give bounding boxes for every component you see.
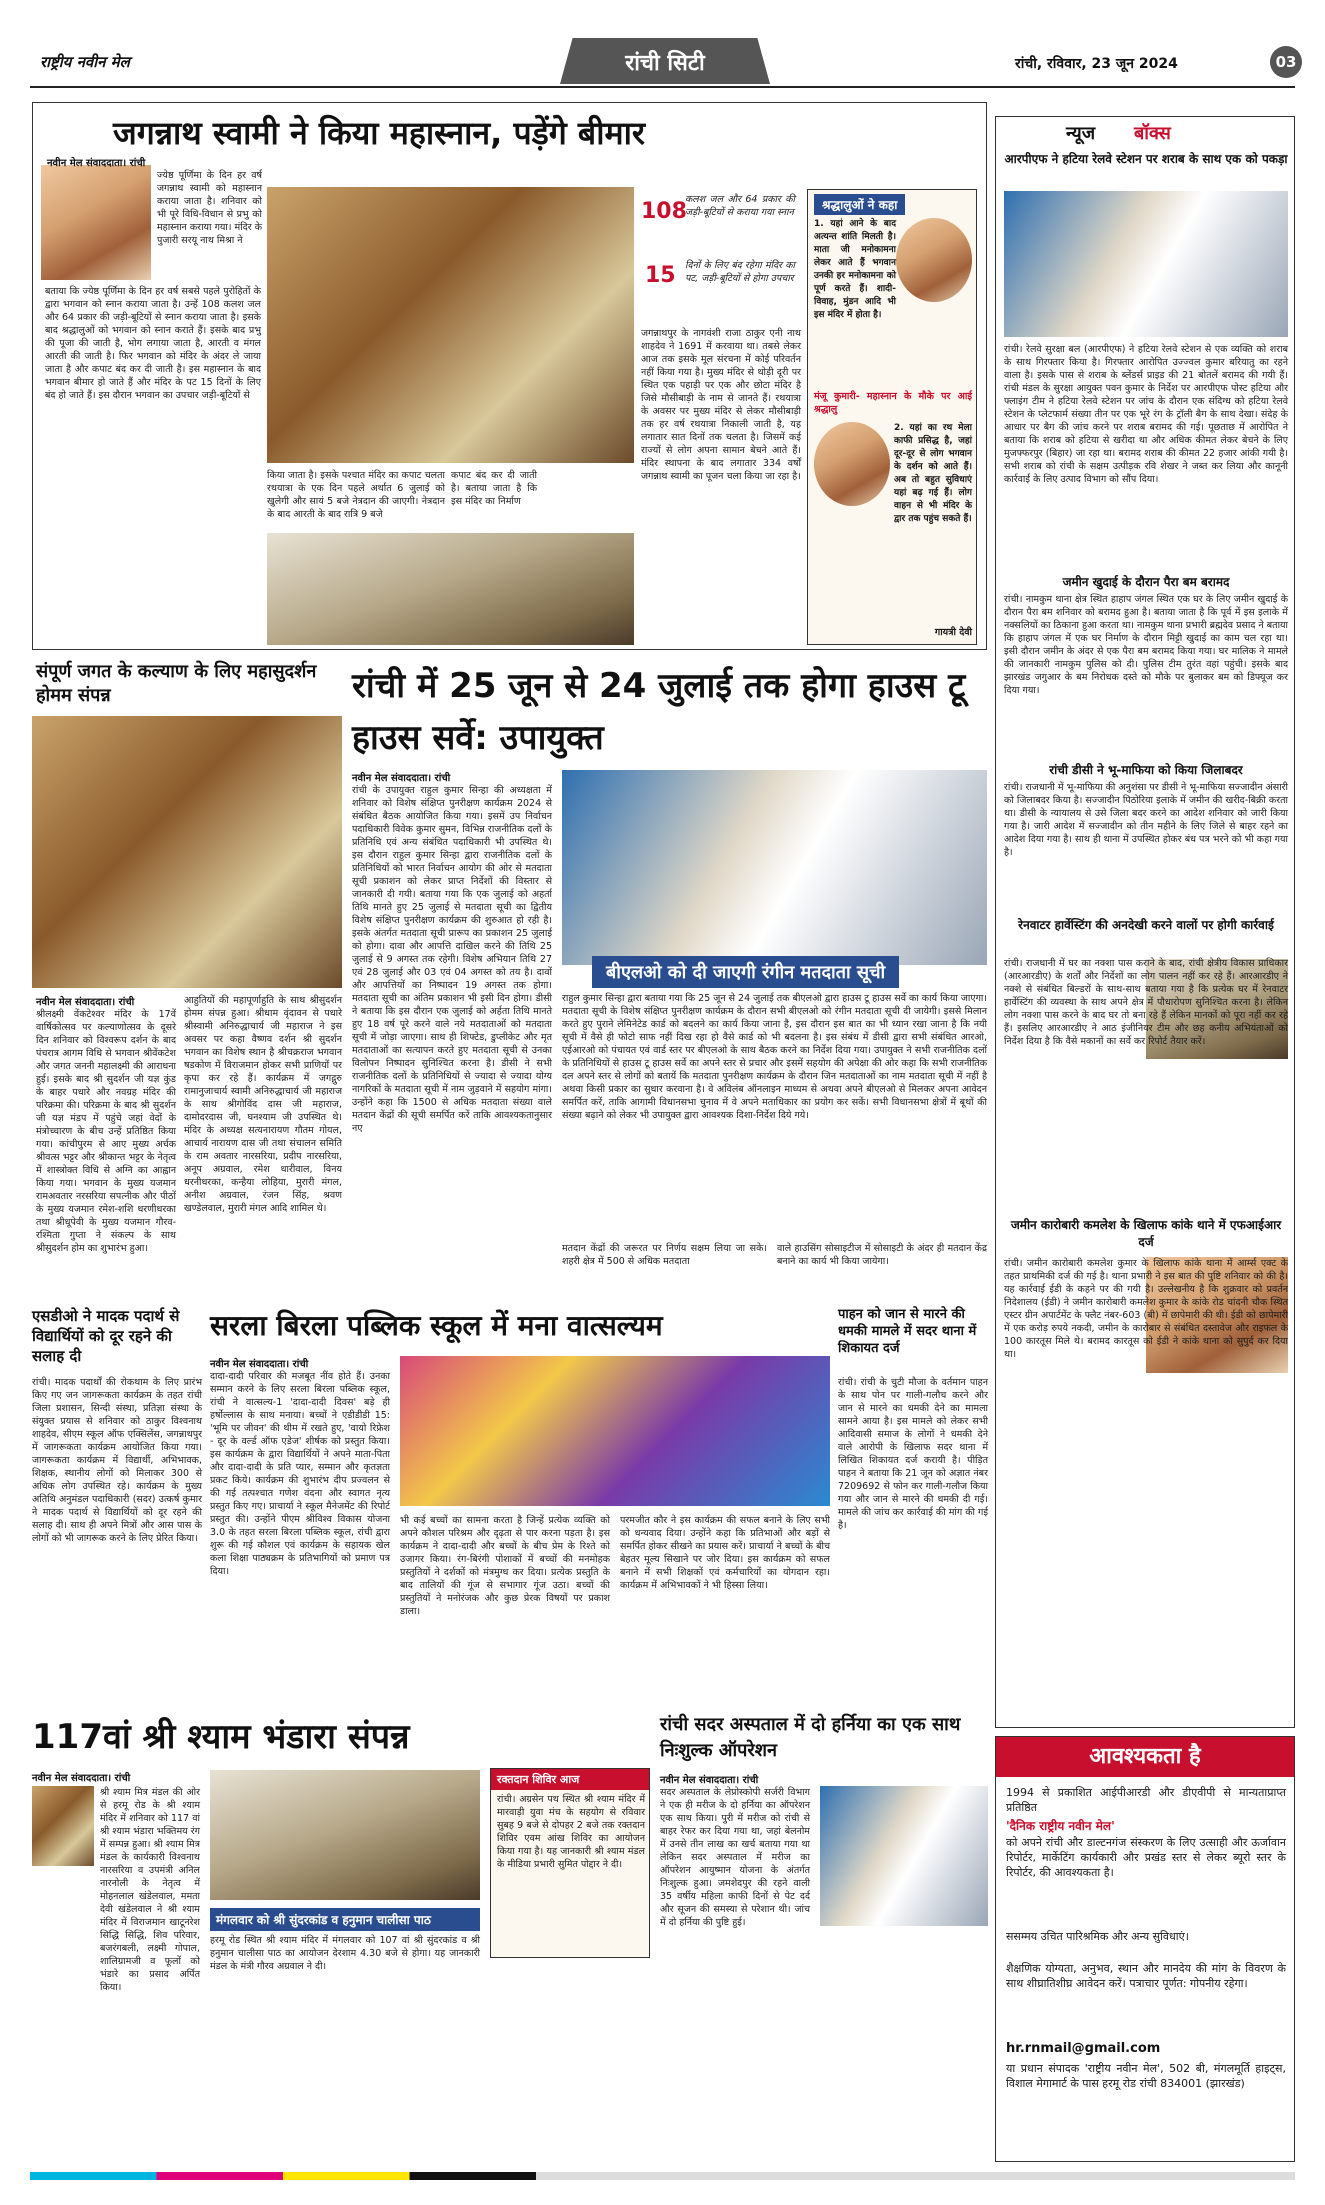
- ad-title: आवश्यकता है: [996, 1737, 1294, 1777]
- newsbox-title-2: बॉक्स: [1134, 123, 1171, 144]
- byline: नवीन मेल संवाददाता। रांची: [210, 1359, 309, 1370]
- ad-email[interactable]: hr.rnmail@gmail.com: [1006, 2041, 1161, 2056]
- text: रांची। मादक पदार्थों की रोकथाम के लिए प्रारंभ किए गए जन जागरूकता कार्यक्रम के तहत रांची जिला प्रशासन, सिन्दी संस्था, प्रतिज्ञा संस्था के संयुक्त प्रयास से शनिवार को ठाकुर विश्वनाथ शाहदेव, सीएम स्कूल ऑफ एक्सिलेंस, जगन्नाथपुर में जागरूकता कार्यक्रम आयोजित किया गया। जागरूकता कार्यक्रम में विद्यार्थी, अभिभावक, शिक्षक, स्थानीय लोगों को मिलाकर 300 से अधिक लोग उपस्थित रहे। कार्यक्रम के मुख्य अतिथि अनुमंडल पदाधिकारी (सदर) उत्कर्ष कुमार ने मादक पदार्थ से विद्यार्थियों को दूर रहने की सलाह दी। साथ ही अपने मित्रों और आस पास के लोगों को भी जागरूक करने के लिए प्रेरित किया।: [32, 1377, 202, 1544]
- footer-strip: [30, 2172, 1295, 2180]
- t4: रांची। राजधानी में घर का नक्शा पास कराने के बाद, रांची क्षेत्रीय विकास प्राधिकार (आरआरडीए) के शर्तों और निर्देशों का लोग पालन नहीं कर रहे हैं। आरआरडीए ने नक्शे से संबंधित बिल्डरों के साथ-साथ बताया गया है कि प्रत्येक घर में रेनवाटर हार्वेस्टिंग की व्यवस्था के साथ अपने क्षेत्र में पौधारोपण सुनिश्चित करना है। लेकिन लोग नक्शा पास करने के बाद घर तो बना रहे हैं लेकिन मानकों को पूरा नहीं कर रहे हैं। इसलिए आरआरडीए ने आठ इंजीनियर टीम और छह कनीय अभियंताओं को निर्देश दिया है कि वैसे मकानों का सर्वे कर रिपोर्ट तैयार करें।: [1004, 958, 1288, 1047]
- photo-bhandara: [210, 1770, 480, 1900]
- col-2: भी कई बच्चों का सामना करता है जिन्हें प्रत्येक व्यक्ति को अपने कौशल परिश्रम और दृढ़ता से पार करना पड़ता है। इस कार्यक्रम ने दादा-दादी और बच्चों के बीच प्रेम के रिश्ते को उजागर किया। रंग-बिरंगी पोशाकों में बच्चों की मनमोहक प्रस्तुतियों ने दर्शकों को मंत्रमुग्ध कर दिया। प्रत्येक प्रस्तुति के बाद तालियों की गूंज से सभागार गूंज उठा। बच्चों की प्रस्तुतियों ने मनोरंजक और कुछ प्रेरक विषयों पर प्रकाश डाला।: [400, 1515, 610, 1617]
- ad-body-3: ससम्मय उचित पारिश्रमिक और अन्य सुविधाएं।: [1006, 1930, 1189, 1943]
- headline: जगन्नाथ स्वामी ने किया महास्नान, पड़ेंगे बीमार: [113, 114, 645, 152]
- ad-vacancy: [995, 1736, 1295, 2162]
- photo-gayatri: [814, 422, 890, 506]
- col-4: वाले हाउसिंग सोसाइटीज में सोसाइटी के अंदर ही मतदान केंद्र बनाने का कार्य भी किया जायेगा।: [777, 1243, 987, 1267]
- masthead: [30, 38, 1295, 88]
- col-1: बताया कि ज्येष्ठ पूर्णिमा के दिन हर वर्ष सबसे पहले पुरोहितों के द्वारा भगवान को स्नान कराया जाता है। उन्हें 108 कलश जल और 64 प्रकार की जड़ी-बूटियों से स्नान कराया जाता है। इसके बाद श्रद्धालुओं को भगवान को स्नान कराते हैं। इसके बाद प्रभु की पूजा की जाती है, भोग लगाया जाता है, आरती व मंगल आरती की जाती है। फिर भगवान को मंदिर के अंदर ले जाया जाता है और कपाट बंद कर दी जाती है। इस महास्नान के बाद भगवान बीमार हो जाते हैं और मंदिर के पट 15 दिनों के लिए बंद हो जाते हैं। इस दौरान भगवान का उपचार जड़ी-बूटियों से: [45, 286, 261, 401]
- headline: पाहन को जान से मारने की धमकी मामले में सदर थाना में शिकायत दर्ज: [838, 1307, 977, 1356]
- photo-shyam-idol: [32, 1786, 94, 1866]
- photo-manju: [896, 218, 972, 302]
- t1: रांची। रेलवे सुरक्षा बल (आरपीएफ) ने हटिया रेलवे स्टेशन से एक व्यक्ति को शराब के साथ गिरफ्तार किया है। गिरफ्तार आरोपित उज्ज्वल कुमार बरियातु का रहने वाला है। इसके पास से शराब के ब्लेंडर्स प्राइड की 21 बोतलें बरामद की गयी हैं। रांची मंडल के सुरक्षा आयुक्त पवन कुमार के निर्देश पर आरपीएफ पोस्ट हटिया और फ्लाइंग टीम ने हटिया रेलवे स्टेशन पर जांच के दौरान एक संदिग्ध को हटिया रेलवे स्टेशन के प्लेटफार्म संख्या तीन पर एक भूरे रंग के ट्रॉली बैग के साथ देखा। संदेह के आधार पर बैग की जांच करने पर शराब बरामद की गई। पूछताछ में आरोपित ने बताया कि शराब को हटिया से खरीदा था और अधिक कीमत लेकर बेचने के लिए मुजफ्फरपुर (बिहार) जा रहा था। बरामद शराब की कीमत 22 हजार आंकी गयी है। सभी शराब को रांची के सक्षम उत्पीड़क रवि शेखर ने जब्त कर लिया और कानूनी कार्रवाई के लिए उत्पाद विभाग को सौंप दिया।: [1004, 344, 1288, 485]
- headline: सरला बिरला पब्लिक स्कूल में मना वात्सल्यम: [210, 1309, 663, 1342]
- story-blood-camp: [490, 1768, 650, 1958]
- h5: जमीन कारोबारी कमलेश के खिलाफ कांके थाने में एफआईआर दर्ज: [1010, 1218, 1282, 1249]
- photo-mahasnan: [267, 187, 634, 463]
- quote-2: 2. यहां का रथ मेला काफी प्रसिद्ध है, जहां दूर-दूर से लोग भगवान के दर्शन को आते हैं। अब तो बहुत सुविधाएं यहां बढ़ गई हैं। लोग वाहन से भी मंदिर के द्वार तक पहुंच सकते हैं।: [894, 423, 972, 524]
- h1: आरपीएफ ने हटिया रेलवे स्टेशन पर शराब के साथ एक को पकड़ा: [1004, 152, 1288, 166]
- byline: नवीन मेल संवाददाता। रांची: [660, 1775, 759, 1786]
- stat-15: 15: [645, 263, 676, 288]
- story-pahan: [838, 1306, 988, 1706]
- headline: संपूर्ण जगत के कल्याण के लिए महासुदर्शन होमम संपन्न: [36, 661, 317, 706]
- photo-hospital: [820, 1786, 988, 1926]
- col-1: दादा-दादी परिवार की मजबूत नींव होते हैं। उनका सम्मान करने के लिए सरला बिरला पब्लिक स्कूल, रांची ने वात्सल्य-1 'दादा-दादी दिवस' बड़े ही हर्षोल्लास के साथ मनाया। बच्चों ने एडीडीडी 15: 'भूमि पर जीवन' की थीम में रखते हुए, 'वायो रिफ्रेश - दूर के वर्ल्ड ऑफ एडेज' शीर्षक को प्रस्तुत किया। इस कार्यक्रम के द्वारा विद्यार्थियों ने अपने माता-पिता और दादा-दादी के प्रति प्यार, सम्मान और कृतज्ञता प्रकट किये। कार्यक्रम की शुभारंभ दीप प्रज्वलन से की गई तत्पश्चात गणेश वंदना और स्वागत नृत्य प्रस्तुत किए गए। प्राचार्या ने स्कूल मैनेजमेंट की रिपोर्ट प्रस्तुत की। उन्होंने पीएम श्रीविश्व विकास योजना 3.0 के तहत सरला बिरला पब्लिक स्कूल, रांची द्वारा शुरू की गई कौशल एवं कार्यक्रम के सहायक खेल कला शिक्षा पाठ्यक्रम के प्रतिभागियों को प्रमाण पत्र दिया।: [210, 1371, 390, 1577]
- ad-address: या प्रधान संपादक 'राष्ट्रीय नवीन मेल', 502 बी, मंगलमूर्ति हाइट्स, विशाल मेगामार्ट के पास हरमू रोड रांची 834001 (झारखंड): [1006, 2062, 1286, 2090]
- ad-body-2: को अपने रांची और डाल्टनगंज संस्करण के लिए उत्साही और ऊर्जावान रिपोर्टर, मार्केटिंग कार्यकारी और प्रखंड स्तर से लेकर ब्यूरो स्तर के रिपोर्टर, की आवश्यकता है।: [1006, 1836, 1286, 1879]
- headline: रांची सदर अस्पताल में दो हर्निया का एक साथ निःशुल्क ऑपरेशन: [660, 1714, 961, 1761]
- photo-havan: [32, 716, 342, 988]
- story-hernia: [660, 1712, 988, 2162]
- photo-meeting: [562, 770, 987, 965]
- quote-2-name: गायत्री देवी: [934, 627, 972, 638]
- devotees-title: श्रद्धालुओं ने कहा: [814, 194, 905, 215]
- text: सदर अस्पताल के लेप्रोस्कोपी सर्जरी विभाग ने एक ही मरीज के दो हर्निया का ऑपरेशन एक साथ किया। पुरी में मरीज को रांची से बाहर रेफर कर दिया गया था, जहां बेलनोम में उनसे तीन लाख का खर्च बताया गया था लेकिन सदर अस्पताल में मरीज का ऑपरेशन आयुष्मान योजना के अंतर्गत निःशुल्क हुआ। जमशेदपुर की रहने वाली 35 वर्षीय महिला काफी दिनों से पेट दर्द और सूजन की समस्या से परेशान थी। जांच में दो हर्निया की पुष्टि हुई।: [660, 1787, 810, 1928]
- text: रांची। रांची के चुटी मौजा के वर्तमान पाहन के साथ पोन पर गाली-गलौच करने और जान से मारने का धमकी देने का मामला सामने आया है। इस मामले को लेकर सभी आदिवासी समाज के लोगों ने धमकी देने वाले आरोपी के खिलाफ सदर थाना में लिखित शिकायत दर्ज करायी है। पीड़ित पाहन ने बताया कि 21 जून को अज्ञात नंबर 7209692 से फोन कर गाली-गलौज किया गया और जान से मारने की धमकी दी गई। मामले की जांच कर कार्रवाई की मांग की गई है।: [838, 1377, 988, 1531]
- stat-15-text: दिनों के लिए बंद रहेगा मंदिर का पट, जड़ी-बूटियों से होगा उपचार: [685, 260, 795, 284]
- t2: रांची। नामकुम थाना क्षेत्र स्थित हाहाप जंगल स्थित एक घर के लिए जमीन खुदाई के दौरान पैरा बम शनिवार को बरामद हुआ है। बताया जाता है कि पूर्व में इस इलाके में नक्सलियों का ठिकाना हुआ करता था। नामकुम थाना प्रभारी ब्रह्मदेव प्रसाद ने बताया कि हाहाप जंगल में एक घर निर्माण के दौरान मिट्टी खुदाई का काम चल रहा था। इसी दौरान जमीन के अंदर से एक पैरा बम बरामद किया गया। घर मालिक ने मामले की जानकारी नामकुम पुलिस को दी। पुलिस टीम तुरंत वहां पहुंची। इसके बाद झारखंड जगुआर के बम निरोधक दस्ते को मौके पर बुलाकर बम को डिफ्यूज कर दिया गया।: [1004, 594, 1288, 696]
- sub-text: हरमू रोड स्थित श्री श्याम मंदिर में मंगलवार को 107 वां श्री सुंदरकांड व श्री हनुमान चालीसा पाठ का आयोजन देरशाम 4.30 बजे से होगा। यह जानकारी मंडल के मंत्री गौरव अग्रवाल ने दी।: [210, 1935, 480, 1972]
- col-3: परमजीत कौर ने इस कार्यक्रम की सफल बनाने के लिए सभी को धन्यवाद दिया। उन्होंने कहा कि प्रतिभाओं और बड़ों से समर्पित होकर सीखने का प्रयास करें। प्राचार्या ने बच्चों के बीच बेहतर मूल्य सिखाने पर जोर दिया। इस कार्यक्रम को सफल बनाने में सभी शिक्षकों एवं कर्मचारियों का योगदान रहा। कार्यक्रम में अभिभावकों ने भी हिस्सा लिया।: [620, 1515, 830, 1591]
- col-2: किया जाता है। इसके पश्चात मंदिर का कपाट चलता रथयात्रा के एक दिन पहले अर्थात 6 जुलाई को खुलेगी और सायं 5 बजे नेत्रदान की जाएगी। नेत्रदान के बाद आरती के बाद रात्रि 9 बजे: [267, 470, 445, 520]
- stat-108: 108: [641, 199, 687, 224]
- quote-1-name: मंजू कुमारी- महास्नान के मौके पर आई श्रद्धालु: [814, 391, 972, 415]
- stat-108-text: कलश जल और 64 प्रकार की जड़ी-बूटियों से कराया गया स्नान: [685, 194, 795, 218]
- newsbox-title-1: न्यूज: [1066, 123, 1096, 144]
- subhead: बीएलओ को दी जाएगी रंगीन मतदाता सूची: [592, 956, 899, 988]
- story-sdo: [32, 1306, 202, 1706]
- t3: रांची। राजधानी में भू-माफिया की अनुशंसा पर डीसी ने भू-माफिया सज्जादीन अंसारी को जिलाबदर किया है। सज्जादीन पिठोरिया इलाके में जमीन की खरीद-बिक्री करता था। डीसी के न्यायालय से उसे जिला बदर करने का आदेश शनिवार को जारी किया गया है। जारी आदेश में सज्जादीन को तीन महीने के लिए जिले से बाहर रहने का आदेश दिया गया है। साथ ही थाना में उपस्थित होकर बंध पत्र भरने को भी कहा गया है।: [1004, 782, 1289, 858]
- devotees-box: [807, 189, 977, 645]
- headline: एसडीओ ने मादक पदार्थ से विद्यार्थियों को दूर रहने की सलाह दी: [32, 1307, 180, 1365]
- col-2: राहुल कुमार सिन्हा द्वारा बताया गया कि 25 जून से 24 जुलाई तक बीएलओ द्वारा हाउस टू हाउस सर्वे का कार्य किया जाएगा। मतदाता सूची के विशेष संक्षिप्त पुनरीक्षण कार्यक्रम के दौरान सभी बीएलओ को रंगीन मतदाता सूची दी जायेगी। इससे मिलान करते हुए पुराने लेमिनेटेड कार्ड को बदलने का कार्य किया जाना है, इस दौरान इस बात का भी ध्यान रखा जाना है कि नयी सूची में वैसे ही फोटो साफ नहीं दिख रहा हो वैसे कार्ड को भी बदलना है। इस संबंध में डीसी द्वारा सभी संबंधित आरओ, एईआरओ को पंचायत एवं वार्ड स्तर पर बीएलओ के साथ बैठक करने का निर्देश दिया गया। उपायुक्त ने सभी राजनीतिक दलों के प्रतिनिधियों से हाउस टू हाउस सर्वे का अपने स्तर से प्रचार और इसमें सहयोग की अपेक्षा की ओर कहा कि सभी राजनीतिक दल अपने स्तर से लोगों को बतायें कि मतदाता पुनरीक्षण कार्यक्रम के दौरान जिन मतदाताओं का नाम मतदाता सूची में नहीं है अथवा किसी प्रकार का सुधार करवाना है। वे अविलंब ऑनलाइन माध्यम से अथवा अपने बीएलओ से मिलकर अपना आवेदन समर्पित करें, ताकि आगामी विधानसभा चुनाव में वे अपने मताधिकार का प्रयोग कर सकें। सभी विधानसभा क्षेत्रों में बूथों की संख्या बढ़ाने को लेकर भी उपायुक्त द्वारा आवश्यक दिशा-निर्देश दिये गये।: [562, 993, 987, 1121]
- page-number: 03: [1270, 46, 1302, 78]
- h2: जमीन खुदाई के दौरान पैरा बम बरामद: [1062, 575, 1230, 589]
- byline: नवीन मेल संवाददाता। रांची: [32, 1773, 131, 1784]
- ad-brand: 'दैनिक राष्ट्रीय नवीन मेल': [1006, 1819, 1115, 1833]
- photo-rpf: [1004, 191, 1288, 337]
- text: श्री श्याम मित्र मंडल की ओर से हरमू रोड के श्री श्याम मंदिर में शनिवार को 117 वां श्री श्याम भंडारा भक्तिमय रंग में सम्पन्न हुआ। श्री श्याम मित्र मंडल के कार्यकारी विश्वनाथ नारसरिया व उपमंत्री अनिल नारनोली के नेतृत्व में मोहनलाल खंडेलवाल, ममता देवी खंडेलवाल ने श्री श्याम मंदिर में विराजमान खाटूनरेश सिद्धि सिद्धि, शिव परिवार, बजरंगबली, लक्ष्मी गोपाल, शालिग्रामजी व फूलों को भंडारे का प्रसाद अर्पित किया।: [100, 1787, 200, 1993]
- story-survey: [352, 660, 987, 1300]
- byline: नवीन मेल संवाददाता। रांची: [47, 158, 146, 169]
- masthead-rule: [30, 86, 1295, 88]
- byline: नवीन मेल संवाददाता। रांची: [36, 997, 135, 1008]
- col-1: रांची के उपायुक्त राहुल कुमार सिन्हा की अध्यक्षता में शनिवार को विशेष संक्षिप्त पुनरीक्षण कार्यक्रम 2024 से संबंधित बैठक आयोजित किया गया। इसमें उप निर्वाचन पदाधिकारी विवेक कुमार सुमन, विभिन्न राजनीतिक दलों के प्रतिनिधि एवं अन्य संबंधित पदाधिकारी भी उपस्थित थे। इस दौरान राहुल कुमार सिन्हा द्वारा राजनीतिक दलों के प्रतिनिधियों को भारत निर्वाचन आयोग की ओर से मतदाता सूची प्रकाशन को लेकर प्राप्त निर्देशों की विस्तार से जानकारी दी गयी। बताया गया कि एक जुलाई को अहर्ता तिथि मानते हुए 25 जुलाई से मतदाता सूची का द्वितीय विशेष संक्षिप्त पुनरीक्षण कार्यक्रम की शुरुआत हो रही है। इसके अंतर्गत मतदाता सूची प्रारूप का प्रकाशन 25 जुलाई को होगा। दावा और आपत्ति दाखिल करने की तिथि 25 जुलाई से 9 अगस्त तक रहेगी। विशेष अभियान तिथि 27 एवं 28 जुलाई और 03 एवं 04 अगस्त को तय है। दावों और आपत्तियों का निष्पादन 19 अगस्त तक होगा। मतदाता सूची का अंतिम प्रकाशन भी इसी दिन होगा। डीसी ने बताया कि इस दौरान एक जुलाई को अर्हता तिथि मानते हुए 18 वर्ष पूरे करने वाले नये मतदाताओं को मतदाता सूची में जोड़ा जाएगा। साथ ही शिफ्टेड, डुप्लीकेट और मृत मतदाताओं का सत्यापन करते हुए मतदाता सूची से उनका विलोपन निष्पादन सुनिश्चित करना है। डीसी ने सभी राजनीतिक दलों के प्रतिनिधियों से ज्यादा से ज्यादा योग्य नागरिकों के मतदाता सूची में नाम जुड़वाने में सहयोग मांगा। उन्होंने कहा कि 1500 से अधिक मतदाता संख्या वाले मतदान केंद्रों की सूची समर्पित करें ताकि आवश्यकतानुसार नए: [352, 785, 552, 1134]
- h3: रांची डीसी ने भू-माफिया को किया जिलाबदर: [1049, 763, 1243, 777]
- intro-text: ज्येष्ठ पूर्णिमा के दिन हर वर्ष जगन्नाथ स्वामी को महास्नान कराया जाता है। शनिवार को भी पूरे विधि-विधान से प्रभु को महास्नान कराया गया। मंदिर के पुजारी सरयू नाथ मिश्रा ने: [157, 170, 262, 246]
- col-4: जगन्नाथपुर के नागवंशी राजा ठाकुर एनी नाथ शाहदेव ने 1691 में करवाया था। तबसे लेकर आज तक इसके मूल संरचना में कोई परिवर्तन नहीं किया गया है। मुख्य मंदिर से थोड़ी दूरी पर स्थित एक पहाड़ी पर एक और छोटा मंदिर है जिसे मौसीबाड़ी के नाम से जानते हैं। रथयात्रा के अवसर पर मुख्य मंदिर से लेकर मौसीबाड़ी तक हर वर्ष रथयात्रा निकाली जाती है, यह लगातार सात दिनों तक चलता है। जिसमें कई राज्यों से लोग अपना सामान बेचने आते हैं। मंदिर स्थापना के बाद लगातार 334 वर्षों जगन्नाथ स्वामी का पूजन चला किया जा रहा है।: [641, 328, 801, 482]
- col-2: आहुतियों की महापूर्णाहुति के साथ श्रीसुदर्शन होमम संपन्न हुआ। श्रीधाम वृंदावन से पधारे श्रीस्वामी अनिरुद्धाचार्य जी महाराज ने इस अवसर पर कहा वैष्णव दर्शन श्री सुदर्शन भगवान का विशेष स्थान है श्रीचक्रराज भगवान षडकोण में विराजमान होकर सभी प्राणियों पर कृपा कर रहे हैं। कार्यक्रम में जगद्गुरु रामानुजाचार्य स्वामी अनिरुद्धाचार्य जी महाराज के साथ श्रीगोविंद दास जी महाराज, दामोदरदास जी, घनश्याम जी उपस्थित थे। मंदिर के अध्यक्ष सत्यनारायण गौतम गोयल, आचार्य नारायण दास जी तथा संचालन समिति के राम अवतार नारसरिया, प्रदीप नारसरिया, अनूप अग्रवाल, रमेश धारीवाल, विनय धरनीधरका, कन्हैया लोहिया, मुरारी मंगल, अनीश अग्रवाल, रंजन सिंह, श्रवण खण्डेलवाल, मुरारी मंगल आदि शामिल थे।: [184, 995, 342, 1214]
- brand-logo: राष्ट्रीय नवीन मेल: [40, 53, 130, 71]
- section-title: रांची सिटी: [625, 51, 705, 76]
- news-box: [995, 116, 1295, 1728]
- tag: रक्तदान शिविर आज: [491, 1769, 649, 1790]
- ad-body-1: 1994 से प्रकाशित आईपीआरडी और डीएवीपी से मान्यताप्राप्त प्रतिष्ठित: [1006, 1786, 1286, 1814]
- quote-1: 1. यहां आने के बाद अत्यन्त शांति मिलती है। माता जी मनोकामना लेकर आते हैं भगवान उनकी हर मनोकामना को पूर्ण करते हैं। शादी-विवाह, मुंडन आदि भी इस मंदिर में होता है।: [814, 219, 896, 320]
- dateline: रांची, रविवार, 23 जून 2024: [1015, 56, 1178, 72]
- photo-devotee-man: [41, 165, 151, 280]
- byline: नवीन मेल संवाददाता। रांची: [352, 773, 451, 784]
- story-sarla-birla: [210, 1306, 830, 1706]
- t5: रांची। जमीन कारोबारी कमलेश कुमार के खिलाफ कांके थाना में आर्म्स एक्ट के तहत प्राथमिकी दर्ज की गई है। थाना प्रभारी ने इस बात की पुष्टि शनिवार को की है। यह कार्रवाई ईडी के कहने पर की गयी है। उल्लेखनीय है कि शुक्रवार को प्रवर्तन निदेशालय (ईडी) ने जमीन कारोबारी कमलेश कुमार के कांके रोड चांदनी चौक स्थित एस्टर ग्रीन अपार्टमेंट के फ्लैट नंबर-603 (बी) में छापेमारी की थी। ईडी को छापेमारी में एक करोड़ रुपये नकदी, जमीन के कारोबार से संबंधित दस्तावेज और राइफल के 100 कारतूस मिले थे। बरामद कारतूस को ईडी ने कांके थाना को सुपुर्द कर दिया था।: [1004, 1258, 1288, 1360]
- headline: 117वां श्री श्याम भंडारा संपन्न: [32, 1717, 410, 1757]
- headline: रांची में 25 जून से 24 जुलाई तक होगा हाउस टू हाउस सर्वे: उपायुक्त: [352, 666, 966, 758]
- story-jagannath: [32, 102, 987, 650]
- photo-children-dance: [400, 1356, 830, 1506]
- col-3: मतदान केंद्रों की जरूरत पर निर्णय सक्षम लिया जा सके। शहरी क्षेत्र में 500 से अधिक मतदाता: [562, 1243, 767, 1267]
- photo-temple: [267, 533, 634, 645]
- text: रांची। अग्रसेन पथ स्थित श्री श्याम मंदिर में मारवाड़ी युवा मंच के सहयोग से रविवार सुबह 9 बजे से दोपहर 2 बजे तक रक्तदान शिविर एवम आंख शिविर का आयोजन किया गया है। यह जानकारी श्री श्याम मंडल के मीडिया प्रभारी सुमित पोद्दार ने दी।: [497, 1794, 645, 1870]
- h4: रेनवाटर हार्वेस्टिंग की अनदेखी करने वालों पर होगी कार्रवाई: [1018, 918, 1274, 932]
- caption: मंगलवार को श्री सुंदरकांड व हनुमान चालीसा पाठ: [210, 1908, 480, 1931]
- col-3: कपाट बंद कर दी जाती है। बताया जाता है कि इस मंदिर का निर्माण: [451, 470, 537, 507]
- ad-body-4: शैक्षणिक योग्यता, अनुभव, स्थान और मानदेय की मांग के विवरण के साथ शीघ्रातिशीघ्र आवेदन करें। पत्राचार पूर्णत: गोपनीय रहेगा।: [1006, 1962, 1286, 1990]
- col-1: श्रीलक्ष्मी वेंकटेश्वर मंदिर के 17वें वार्षिकोत्सव पर कल्याणोत्सव के दूसरे दिन शनिवार को विश्वरूप दर्शन के बाद पंचरात्र आगम विधि से भगवान श्रीवेंकटेश और जगत जननी महालक्ष्मी की आराधना हुई। इसके बाद श्री सुदर्शन जी यज्ञ कुंड के बाहर पधारे और नवग्रह मंदिर की परिक्रमा की। परिक्रमा के बाद श्री सुदर्शन जी यज्ञ मंडप में पहुंचे जहां वेदों के मंत्रोच्चारण के बीच उन्हें प्रतिष्ठित किया गया। कांचीपुरम से आए मुख्य अर्चक श्रीवत्स भट्टर और श्रीकान्त भट्टर के नेतृत्व में शास्त्रोक्त विधि से अग्नि का आह्वान किया गया। भगवान के मुख्य यजमान रामअवतार नरसरिया सपत्नीक और पीठों के मुख्य यजमान रमेश-शशि धरणीधरका तथा श्रीधूपेवी के मुख्य यजमान गौरव-रश्मिता गुप्ता ने संकल्प के साथ श्रीसुदर्शन होम का शुभारंभ हुआ।: [36, 1009, 176, 1254]
- story-mahasudarshan: [32, 660, 342, 1300]
